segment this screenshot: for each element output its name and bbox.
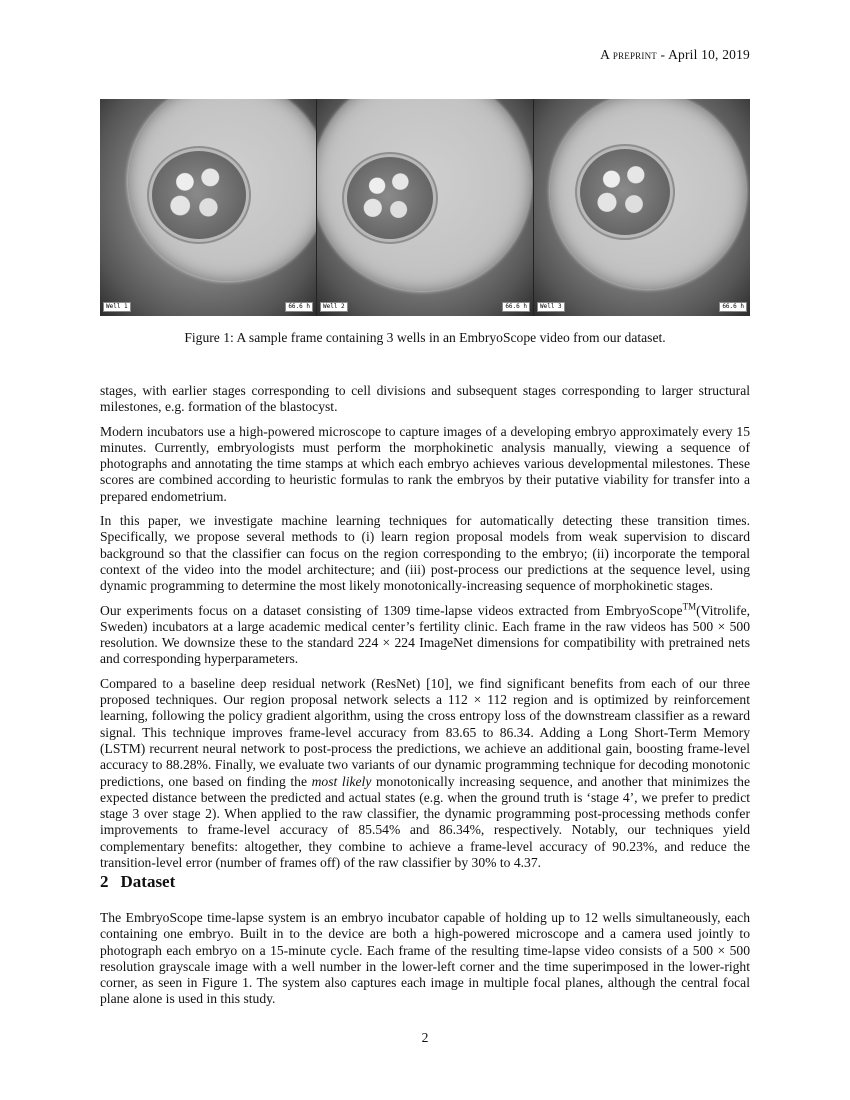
emphasis: most likely [311, 773, 372, 789]
time-label: 66.6 h [285, 302, 313, 312]
running-head-preprint: A preprint [600, 47, 657, 62]
figure-1-image [100, 99, 750, 316]
well-panel-2 [316, 99, 533, 316]
paragraph: stages, with earlier stages corresponding to cell divisions and subsequent stages corresponding to larger structural milestones, e.g. formation of the blastocyst. [100, 383, 750, 415]
time-label: 66.6 h [502, 302, 530, 312]
paragraph: The EmbryoScope time-lapse system is an embryo incubator capable of holding up to 12 wells simultaneously, each containing one embryo. Built in to the device are both a high-powered microscope and a camera used jointly to photograph each embryo on a 15-minute cycle. Each frame of the resulting time-lapse video consists of a 500 × 500 resolution grayscale image with a well number in the lower-left corner and the time superimposed in the lower-right corner, as seen in Figure 1. The system also captures each image in multiple focal planes, although the central focal plane alone is used in this study. [100, 910, 750, 1007]
well-panel-1 [100, 99, 316, 316]
time-label: 66.6 h [719, 302, 747, 312]
figure-caption: Figure 1: A sample frame containing 3 wells in an EmbryoScope video from our dataset. [184, 330, 666, 345]
paragraph [100, 603, 750, 668]
section-title: Dataset [120, 872, 176, 891]
dataset-section [100, 910, 750, 1016]
text-run: (Vitrolife, Sweden) incubators at a large academic medical center’s fertility clinic. Each frame in the raw videos has 500 × 500 resolution. We downsize these to the standard 224 × 224 ImageNet dimensions for compatibility with pretrained nets and corresponding hyperparameters. [100, 602, 750, 667]
embryo [580, 149, 670, 235]
well-number-label: Well 3 [537, 302, 565, 312]
intro-section [100, 383, 750, 879]
well-panel-3 [533, 99, 750, 316]
paragraph: Modern incubators use a high-powered microscope to capture images of a developing embryo approximately every 15 minutes. Currently, embryologists must perform the morphokinetic analysis manually, viewing a sequence of photographs and annotating the time stamps at which each embryo achieves various developmental milestones. These scores are combined according to heuristic formulas to rank the embryos by their putative viability for transfer into a prepared endometrium. [100, 423, 750, 504]
running-head-date: - April 10, 2019 [656, 47, 750, 62]
section-heading [100, 872, 175, 892]
paragraph [100, 676, 750, 872]
well-number-label: Well 2 [320, 302, 348, 312]
text-run: Our experiments focus on a dataset consisting of 1309 time-lapse videos extracted from EmbryoScope [100, 602, 683, 618]
well-number-label: Well 1 [103, 302, 131, 312]
embryo [152, 151, 246, 239]
text-run: Compared to a baseline deep residual network (ResNet) [10], we find significant benefits from each of our three proposed techniques. Our region proposal network selects a 112 × 112 region and is optimized by reinforcement learning, following the policy gradient algorithm, using the cross entropy loss of the downstream classifier as a reward signal. This technique improves frame-level accuracy from 83.65 to 86.34. Adding a Long Short-Term Memory (LSTM) recurrent neural network to post-process the predictions, we achieve an additional gain, boosting frame-level accuracy to 88.28%. Finally, we evaluate two variants of our dynamic programming technique for decoding monotonic predictions, one based on finding the [100, 675, 750, 789]
paragraph: In this paper, we investigate machine learning techniques for automatically detecting these transition times. Specifically, we propose several methods to (i) learn region proposal models from weak supervision to discard background so that the classifier can focus on the region corresponding to the embryo; (ii) incorporate the temporal context of the video into the model architecture; and (iii) post-process our predictions at the sequence level, using dynamic programming to determine the most likely monotonically-increasing sequence of morphokinetic stages. [100, 513, 750, 594]
page-number: 2 [421, 1030, 429, 1045]
trademark-superscript: TM [682, 601, 697, 612]
running-header [600, 47, 750, 63]
embryo [347, 157, 433, 239]
section-number: 2 [100, 872, 109, 891]
text-run: monotonically increasing sequence, and another that minimizes the expected distance between the predicted and actual states (e.g. when the ground truth is ‘stage 4’, we prefer to predict stage 3 over stage 2). When applied to the raw classifier, the dynamic programming post-processing methods confer improvements to frame-level accuracy of 85.54% and 86.34%, respectively. Notably, our techniques yield complementary benefits: altogether, they combine to achieve a frame-level accuracy of 90.23%, and reduce the transition-level error (number of frames off) of the raw classifier by 30% to 4.37. [100, 773, 750, 871]
